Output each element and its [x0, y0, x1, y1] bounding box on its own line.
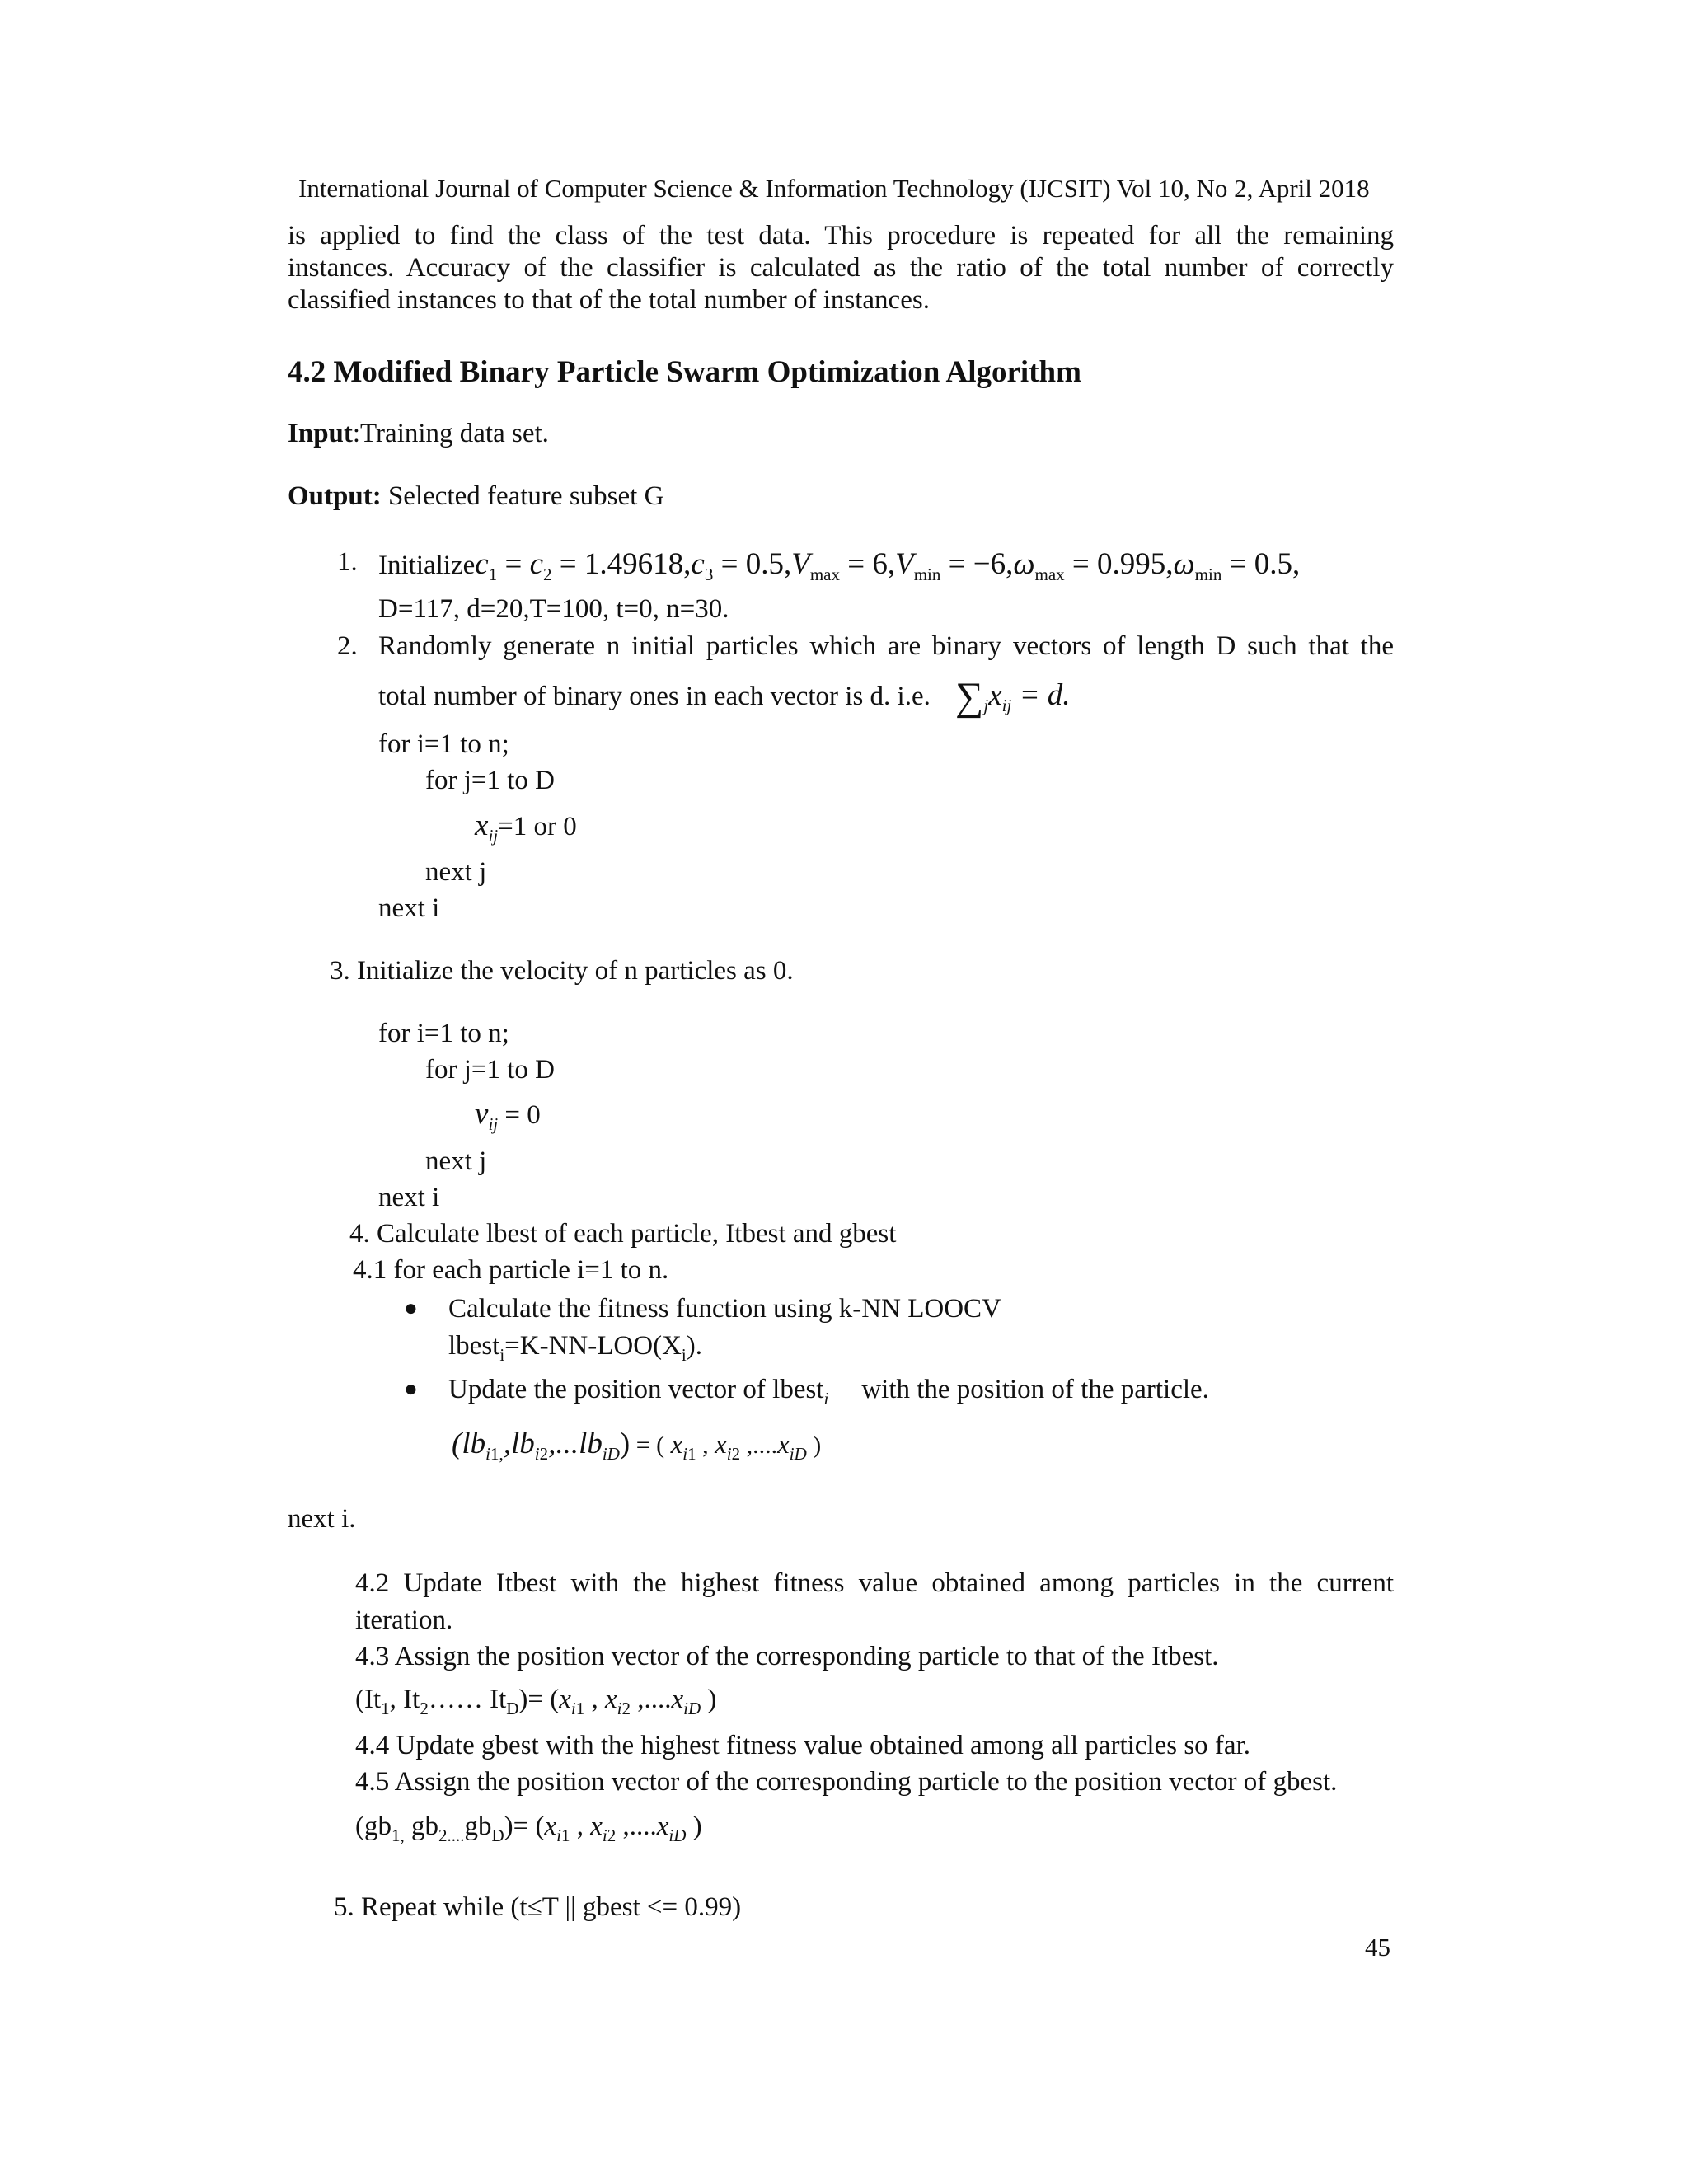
loop2-body-rest: = 0 [498, 1100, 541, 1130]
c3-value: = 0.5, [713, 547, 792, 581]
vmax-value: = 6, [839, 547, 896, 581]
c2-subscript: 2 [543, 565, 552, 584]
wmin-value: = 0.5, [1221, 547, 1301, 581]
bullet1-line1: Calculate the fitness function using k-NN LOOCV [448, 1294, 1001, 1324]
step2-line2-text: total number of binary ones in each vector is d. i.e. [378, 682, 931, 711]
x-sub: i [681, 1345, 687, 1365]
knn-loo-end: ). [686, 1331, 702, 1361]
vmin-value: = −6, [940, 547, 1014, 581]
step4-2-line2: iteration. [355, 1605, 453, 1635]
loop1-body [475, 810, 577, 845]
step3-text: 3. Initialize the velocity of n particles as 0. [330, 956, 794, 986]
output-line [288, 483, 663, 510]
x-symbol: x [988, 678, 1002, 712]
input-line [288, 420, 549, 448]
step2-line1: Randomly generate n initial particles which are binary vectors of length D such that the [378, 631, 1394, 661]
wmax-symbol: ω [1013, 547, 1035, 581]
loop1-next-j: next j [425, 857, 487, 887]
c-value: = 1.49618, [551, 547, 692, 581]
vmin-subscript: min [913, 565, 941, 584]
loop2-body-sub: ij [488, 1114, 499, 1134]
gb-equals: )= ( [504, 1811, 545, 1841]
step1-word: Initialize [378, 551, 476, 580]
intro-line-3: classified instances to that of the total number of instances. [288, 285, 930, 315]
sum-symbol: ∑ [955, 675, 984, 719]
bullet2-text-b: with the position of the particle. [861, 1375, 1209, 1404]
step1-equation: Initializec$_1$ = $c_2 = 1.49618,c_3 = 0.5,V_{max} = 6,V_{min} = -6,\omega_{max} = 0.995,\omega_{min} = 0.5$, [378, 547, 1301, 584]
bullet1-line2 [448, 1333, 702, 1364]
loop1-for-j: for j=1 to D [425, 766, 556, 795]
loop2-body [475, 1099, 541, 1133]
output-label: Output: [288, 481, 382, 511]
step4-3-equation: ($It_1$, $It_2\dots\dots$ $It_D)= (x_{i1}$ , $x_{i2}$ $,....x_{iD}$ ) [355, 1685, 717, 1718]
loop1-next-i: next i [378, 893, 440, 923]
lbest-sub: i [499, 1345, 505, 1365]
step1-line2: D=117, d=20,T=100, t=0, n=30. [378, 594, 729, 624]
lb-open: (lb [452, 1427, 486, 1460]
wmin-symbol: ω [1173, 547, 1195, 581]
sum-subscript: j [983, 696, 989, 715]
intro-line-1: is applied to find the class of the test data. This procedure is repeated for all the remaining [288, 221, 1394, 251]
step4-5: 4.5 Assign the position vector of the corresponding particle to the position vector of gbest. [355, 1767, 1338, 1797]
lb-close: ) [619, 1427, 631, 1460]
loop1-body-rest: =1 or 0 [498, 812, 577, 841]
it-equals: )= ( [518, 1685, 560, 1714]
x-subscript: ij [1001, 696, 1012, 715]
step5: 5. Repeat while (t≤T || gbest <= 0.99) [334, 1892, 742, 1922]
lbest-word: lbest [448, 1331, 500, 1361]
it-open: (It [355, 1685, 382, 1714]
output-text: Selected feature subset G [381, 481, 664, 511]
c3-symbol: c [691, 547, 705, 581]
input-label: Input [288, 419, 353, 448]
knn-loo: =K-NN-LOO(X [504, 1331, 682, 1361]
section-title: 4.2 Modified Binary Particle Swarm Optimization Algorithm [288, 355, 1081, 389]
step4-title: 4. Calculate lbest of each particle, Itbest and gbest [349, 1219, 897, 1249]
wmin-subscript: min [1194, 565, 1222, 584]
c2-symbol: c [529, 547, 544, 581]
loop2-for-i: for i=1 to n; [378, 1019, 509, 1048]
bullet2-text-a: Update the position vector of lbest [448, 1375, 824, 1404]
step4-2-line1: 4.2 Update Itbest with the highest fitness value obtained among particles in the current [355, 1568, 1394, 1598]
loop2-for-j: for j=1 to D [425, 1055, 556, 1085]
it-d: …… It [428, 1685, 507, 1714]
step2-line2 [378, 677, 1071, 717]
step1-number: 1. [337, 547, 358, 577]
loop1-body-var: x [475, 808, 489, 842]
next-i-label: next i. [288, 1504, 356, 1534]
loop1-for-i: for i=1 to n; [378, 729, 509, 759]
vmin-symbol: V [895, 547, 914, 581]
step4-4: 4.4 Update gbest with the highest fitness value obtained among all particles so far. [355, 1731, 1250, 1760]
step4-5-equation: ($gb_{1,}$ $gb_{2....}gb_D)= (x_{i1}$ , $x_{i2}$ $,....x_{iD}$ ) [355, 1811, 702, 1845]
gb-2: gb [404, 1811, 438, 1841]
sum-equals: = d. [1011, 678, 1071, 712]
bullet2-sub: i [823, 1389, 829, 1408]
step4-1: 4.1 for each particle i=1 to n. [353, 1255, 669, 1285]
gb-open: (gb [355, 1811, 392, 1841]
running-header: International Journal of Computer Science & Information Technology (IJCSIT) Vol 10, No 2, April 2018 [298, 174, 1370, 203]
wmax-value: = 0.995, [1064, 547, 1174, 581]
lb-equation: $(lb_{i1,},lb_{i2},...lb_{iD})$ = ( $x_{i1}$ , $x_{i2}$ $,....x_{iD}$ ) [452, 1427, 822, 1464]
wmax-subscript: max [1034, 565, 1065, 584]
step2-number: 2. [337, 631, 358, 661]
c3-subscript: 3 [704, 565, 714, 584]
it-2: , It [389, 1685, 420, 1714]
bullet2-line [448, 1376, 1209, 1408]
bullet-icon: ● [404, 1296, 418, 1321]
page-number: 45 [1365, 1933, 1390, 1961]
loop2-body-var: v [475, 1097, 489, 1131]
loop1-body-sub: ij [488, 826, 499, 846]
loop2-next-i: next i [378, 1183, 440, 1212]
bullet-icon: ● [404, 1376, 418, 1402]
gb-d: gb [464, 1811, 492, 1841]
intro-line-2: instances. Accuracy of the classifier is calculated as the ratio of the total number of correctly [288, 253, 1394, 283]
c1-symbol: c [475, 547, 489, 581]
loop2-next-j: next j [425, 1146, 487, 1176]
step4-3: 4.3 Assign the position vector of the corresponding particle to that of the Itbest. [355, 1642, 1219, 1671]
c1-subscript: 1 [488, 565, 498, 584]
vmax-symbol: V [791, 547, 810, 581]
input-text: :Training data set. [352, 419, 549, 448]
vmax-subscript: max [809, 565, 840, 584]
